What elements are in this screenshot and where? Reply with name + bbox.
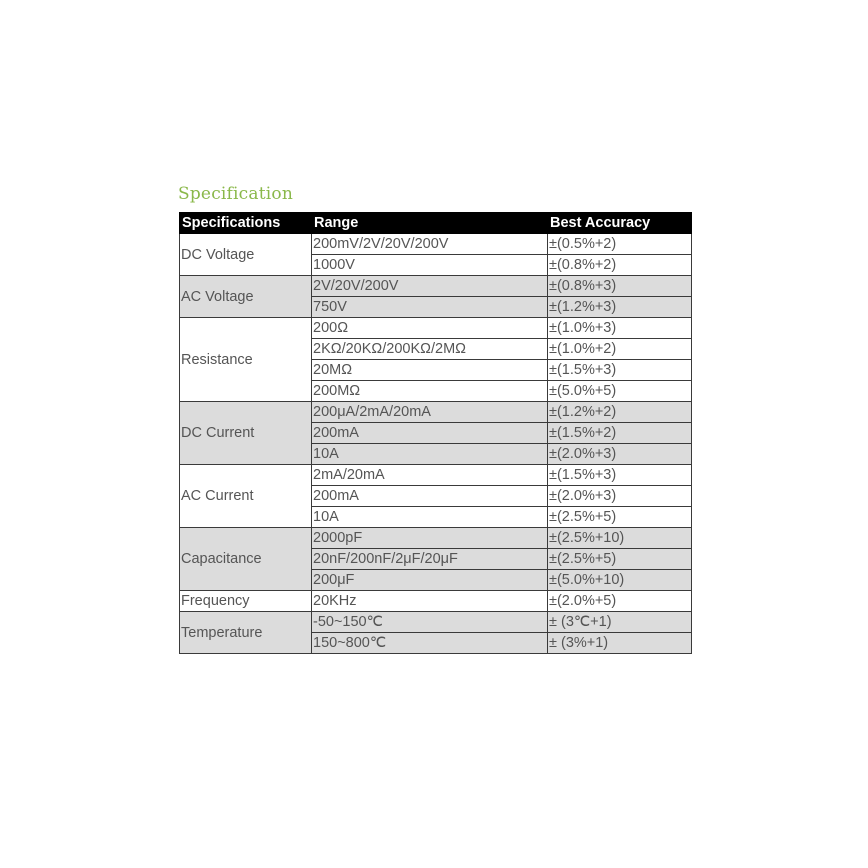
- accuracy-cell: ±(1.2%+2): [548, 402, 692, 423]
- spec-name: Resistance: [180, 318, 312, 402]
- accuracy-cell: ± (3%+1): [548, 633, 692, 654]
- range-cell: 200μF: [312, 570, 548, 591]
- table-row: [180, 591, 692, 612]
- range-cell: 200Ω: [312, 318, 548, 339]
- accuracy-cell: ±(2.0%+5): [548, 591, 692, 612]
- range-cell: 20nF/200nF/2μF/20μF: [312, 549, 548, 570]
- range-cell: 2000pF: [312, 528, 548, 549]
- spec-name: DC Voltage: [180, 234, 312, 276]
- spec-name: AC Current: [180, 465, 312, 528]
- table-row: [180, 318, 692, 339]
- accuracy-cell: ±(0.8%+3): [548, 276, 692, 297]
- range-cell: -50~150℃: [312, 612, 548, 633]
- table-row: [180, 402, 692, 423]
- range-cell: 2mA/20mA: [312, 465, 548, 486]
- spec-name: Frequency: [180, 591, 312, 612]
- accuracy-cell: ±(2.5%+5): [548, 507, 692, 528]
- accuracy-cell: ± (3℃+1): [548, 612, 692, 633]
- spec-name: AC Voltage: [180, 276, 312, 318]
- accuracy-cell: ±(2.0%+3): [548, 486, 692, 507]
- spec-name: DC Current: [180, 402, 312, 465]
- header-best-accuracy: Best Accuracy: [548, 213, 692, 234]
- range-cell: 200μA/2mA/20mA: [312, 402, 548, 423]
- range-cell: 750V: [312, 297, 548, 318]
- table-row: [180, 234, 692, 255]
- accuracy-cell: ±(5.0%+10): [548, 570, 692, 591]
- header-range: Range: [312, 213, 548, 234]
- range-cell: 20MΩ: [312, 360, 548, 381]
- specification-table: [179, 212, 692, 654]
- range-cell: 200mA: [312, 486, 548, 507]
- table-row: [180, 612, 692, 633]
- accuracy-cell: ±(1.0%+2): [548, 339, 692, 360]
- accuracy-cell: ±(1.5%+3): [548, 465, 692, 486]
- range-cell: 10A: [312, 507, 548, 528]
- header-specifications: Specifications: [180, 213, 312, 234]
- accuracy-cell: ±(1.2%+3): [548, 297, 692, 318]
- accuracy-cell: ±(5.0%+5): [548, 381, 692, 402]
- table-header-row: [180, 213, 692, 234]
- accuracy-cell: ±(2.5%+10): [548, 528, 692, 549]
- spec-name: Capacitance: [180, 528, 312, 591]
- range-cell: 200mA: [312, 423, 548, 444]
- range-cell: 1000V: [312, 255, 548, 276]
- table-row: [180, 465, 692, 486]
- accuracy-cell: ±(1.5%+2): [548, 423, 692, 444]
- accuracy-cell: ±(2.5%+5): [548, 549, 692, 570]
- table-row: [180, 528, 692, 549]
- range-cell: 20KHz: [312, 591, 548, 612]
- range-cell: 200mV/2V/20V/200V: [312, 234, 548, 255]
- range-cell: 2KΩ/20KΩ/200KΩ/2MΩ: [312, 339, 548, 360]
- spec-name: Temperature: [180, 612, 312, 654]
- table-row: [180, 276, 692, 297]
- range-cell: 150~800℃: [312, 633, 548, 654]
- range-cell: 2V/20V/200V: [312, 276, 548, 297]
- accuracy-cell: ±(0.8%+2): [548, 255, 692, 276]
- accuracy-cell: ±(1.0%+3): [548, 318, 692, 339]
- accuracy-cell: ±(1.5%+3): [548, 360, 692, 381]
- section-title: Specification: [178, 184, 293, 204]
- range-cell: 10A: [312, 444, 548, 465]
- accuracy-cell: ±(2.0%+3): [548, 444, 692, 465]
- range-cell: 200MΩ: [312, 381, 548, 402]
- accuracy-cell: ±(0.5%+2): [548, 234, 692, 255]
